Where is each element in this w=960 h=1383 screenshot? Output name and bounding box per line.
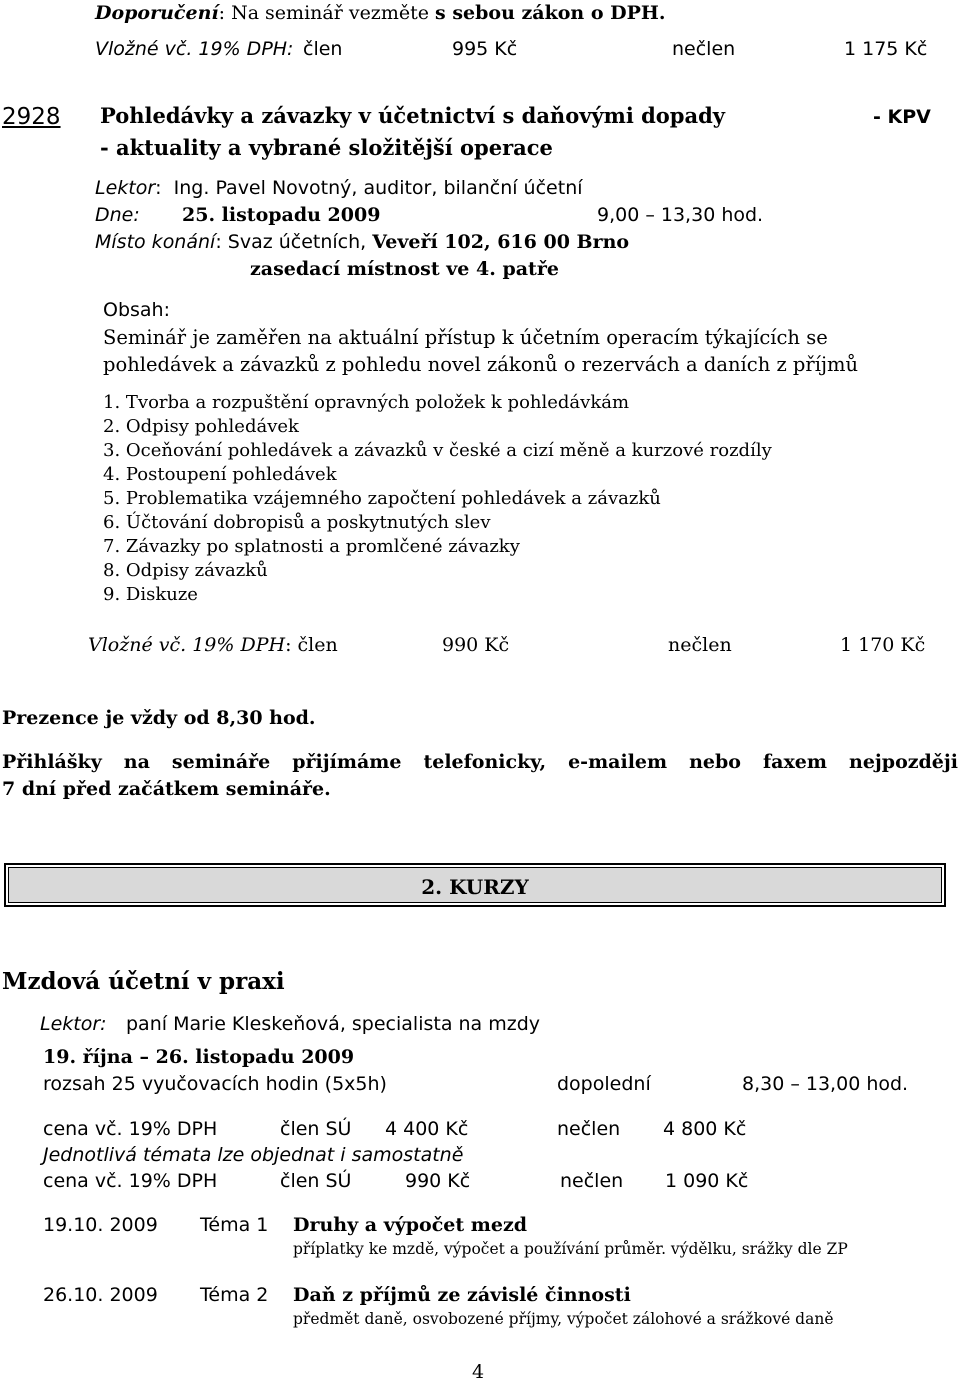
course-price2-label: cena vč. 19% DPH	[43, 1170, 218, 1192]
course-separate-note: Jednotlivá témata lze objednat i samostatně	[43, 1144, 464, 1166]
date-label-wrap: Dne:	[95, 204, 140, 226]
top-fee-nonmember: nečlen	[672, 38, 736, 60]
agenda-item: 4. Postoupení pohledávek	[103, 464, 337, 485]
course-price2-member-price: 990 Kč	[405, 1170, 471, 1192]
course-price2-member: člen SÚ	[280, 1170, 352, 1192]
venue-label: Místo konání	[95, 231, 216, 253]
seminar-number: 2928	[2, 104, 61, 130]
course-price1-member: člen SÚ	[280, 1118, 352, 1140]
section-banner	[4, 863, 946, 907]
seminar-time: 9,00 – 13,30 hod.	[597, 204, 764, 226]
course-dates: 19. října – 26. listopadu 2009	[43, 1046, 355, 1068]
seminar-fee-line	[88, 634, 338, 656]
topic-desc: příplatky ke mzdě, výpočet a používání průměr. výdělku, srážky dle ZP	[293, 1240, 848, 1258]
course-price1-nonmember: nečlen	[557, 1118, 621, 1140]
course-price1-label: cena vč. 19% DPH	[43, 1118, 218, 1140]
recommendation-text: : Na seminář vezměte	[218, 2, 436, 24]
course-lecturer-label: Lektor:	[40, 1013, 107, 1035]
topic-title: Daň z příjmů ze závislé činnosti	[293, 1284, 631, 1306]
agenda-item: 1. Tvorba a rozpuštění opravných položek k pohledávkám	[103, 392, 630, 413]
lecturer-label: Lektor	[95, 177, 156, 199]
course-price1-nonmember-price: 4 800 Kč	[663, 1118, 747, 1140]
content-line1: Seminář je zaměřen na aktuální přístup k účetním operacím týkajících se	[103, 326, 828, 349]
seminar-fee-nonmember: nečlen	[668, 634, 732, 656]
course-price1-member-price: 4 400 Kč	[385, 1118, 469, 1140]
agenda-item: 3. Oceňování pohledávek a závazků v české a cizí měně a kurzové rozdíly	[103, 440, 772, 461]
topic-title: Druhy a výpočet mezd	[293, 1214, 528, 1236]
venue-line	[95, 231, 629, 253]
page-number: 4	[472, 1361, 485, 1383]
seminar-fee-member: : člen	[285, 634, 338, 656]
application-line1: Přihlášky na semináře přijímáme telefonicky, e-mailem nebo faxem nejpozději	[2, 751, 958, 773]
content-label: Obsah:	[103, 299, 171, 321]
course-title: Mzdová účetní v praxi	[2, 968, 285, 995]
course-scope: rozsah 25 vyučovacích hodin (5x5h)	[43, 1073, 387, 1095]
venue-room: zasedací místnost ve 4. patře	[250, 258, 559, 280]
seminar-title-line1: Pohledávky a závazky v účetnictví s daňovými dopady	[100, 103, 725, 128]
topic-label: Téma 1	[200, 1214, 269, 1236]
top-fee-member-price: 995 Kč	[452, 38, 518, 60]
application-line2: 7 dní před začátkem semináře.	[2, 778, 331, 800]
topic-desc: předmět daně, osvobozené příjmy, výpočet zálohové a srážkové daně	[293, 1310, 834, 1328]
agenda-item: 8. Odpisy závazků	[103, 560, 268, 581]
course-hours: 8,30 – 13,00 hod.	[742, 1073, 909, 1095]
seminar-fee-label: Vložné vč. 19% DPH	[88, 634, 286, 656]
course-lecturer: paní Marie Kleskeňová, specialista na mzdy	[126, 1013, 541, 1035]
lecturer-name: Ing. Pavel Novotný, auditor, bilanční účetní	[173, 177, 583, 199]
course-part: dopolední	[557, 1073, 651, 1095]
recommendation-label: Doporučení	[95, 2, 219, 24]
content-line2: pohledávek a závazků z pohledu novel zákonů o rezervách a daních z příjmů	[103, 353, 859, 376]
topic-label: Téma 2	[200, 1284, 269, 1306]
venue-text: : Svaz účetních,	[215, 231, 373, 253]
topic-date: 26.10. 2009	[43, 1284, 158, 1306]
section-banner-title: 2. KURZY	[421, 875, 529, 899]
agenda-item: 9. Diskuze	[103, 584, 198, 605]
agenda-item: 5. Problematika vzájemného započtení pohledávek a závazků	[103, 488, 661, 509]
recommendation-bold: s sebou zákon o DPH.	[435, 2, 666, 24]
seminar-fee-member-price: 990 Kč	[442, 634, 510, 656]
course-price2-nonmember-price: 1 090 Kč	[665, 1170, 749, 1192]
topic-date: 19.10. 2009	[43, 1214, 158, 1236]
recommendation-line	[95, 2, 665, 24]
agenda-item: 7. Závazky po splatnosti a promlčené závazky	[103, 536, 520, 557]
agenda-item: 6. Účtování dobropisů a poskytnutých slev	[103, 512, 491, 533]
agenda-item: 2. Odpisy pohledávek	[103, 416, 299, 437]
seminar-title-line2: - aktuality a vybrané složitější operace	[100, 135, 553, 160]
date-label: Dne	[95, 204, 134, 226]
presence-note: Prezence je vždy od 8,30 hod.	[2, 707, 316, 729]
seminar-date: 25. listopadu 2009	[182, 204, 381, 226]
seminar-tag: - KPV	[873, 106, 931, 128]
top-fee-member: člen	[303, 38, 343, 60]
top-fee-nonmember-price: 1 175 Kč	[844, 38, 928, 60]
seminar-lecturer-line: Lektor: Ing. Pavel Novotný, auditor, bilanční účetní	[95, 177, 583, 199]
course-price2-nonmember: nečlen	[560, 1170, 624, 1192]
seminar-fee-nonmember-price: 1 170 Kč	[840, 634, 926, 656]
top-fee-label: Vložné vč. 19% DPH:	[95, 38, 294, 60]
venue-address: Veveří 102, 616 00 Brno	[372, 231, 630, 253]
